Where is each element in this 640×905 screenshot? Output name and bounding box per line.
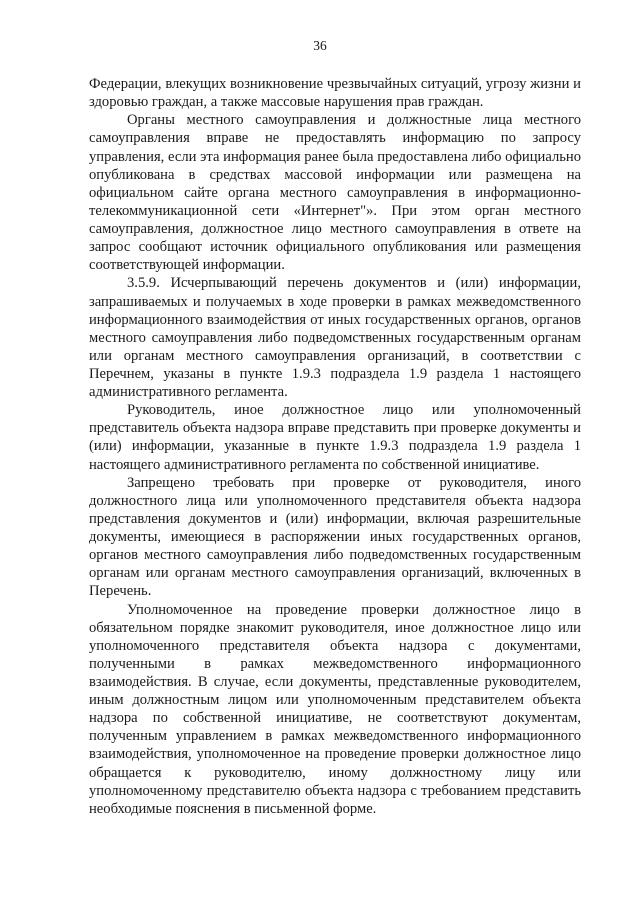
document-body [89,75,581,818]
paragraph-local-government-info: Органы местного самоуправления и должностные лица местного самоуправления вправе не предоставлять информацию по запросу управления, если эта информация ранее была предоставлена либо официально опубликована в средствах массовой информации или размещена на официальном сайте органа местного самоуправления в информационно-телекоммуникационной сети «Интернет"». При этом орган местного самоуправления, должностное лицо местного самоуправления в ответе на запрос сообщают источник официального опубликования или размещения соответствующей информации. [89,112,581,274]
paragraph-continuation: Федерации, влекущих возникновение чрезвычайных ситуаций, угрозу жизни и здоровью граждан, а также массовые нарушения прав граждан. [89,76,581,111]
paragraph-familiarization: Уполномоченное на проведение проверки должностное лицо в обязательном порядке знакомит руководителя, иное должностное лицо или уполномоченного представителя объекта надзора с документами, полученными в рамках межведомственного информационного взаимодействия. В случае, если документы, представленные руководителем, иным должностным лицом или уполномоченным представителем объекта надзора по собственной инициативе, не соответствуют документам, полученным управлением в рамках межведомственного информационного взаимодействия, уполномоченное на проведение проверки должностное лицо обращается к руководителю, иному должностному лицу или уполномоченному представителю объекта надзора с требованием представить необходимые пояснения в письменной форме. [89,601,581,817]
paragraph-section-3-5-9: 3.5.9. Исчерпывающий перечень документов и (или) информации, запрашиваемых и получаемых в ходе проверки в рамках межведомственного информационного взаимодействия от иных государственных органов, органов местного самоуправления либо подведомственных государственным органам или органам местного самоуправления организаций, в соответствии с Перечнем, указаны в пункте 1.9.3 подраздела 1.9 раздела 1 настоящего административного регламента. [89,275,581,400]
paragraph-prohibition: Запрещено требовать при проверке от руководителя, иного должностного лица или уполномоченного представителя объекта надзора представления документов и (или) информации, включая разрешительные документы, имеющиеся в распоряжении иных государственных органов, органов местного самоуправления либо подведомственных государственным органам или органам местного самоуправления организаций, включенных в Перечень. [89,474,581,600]
page-number: 36 [313,38,327,53]
paragraph-own-initiative: Руководитель, иное должностное лицо или уполномоченный представитель объекта надзора вправе представить при проверке документы и (или) информации, указанные в пункте 1.9.3 подраздела 1.9 раздела 1 настоящего административного регламента по собственной инициативе. [89,402,581,473]
